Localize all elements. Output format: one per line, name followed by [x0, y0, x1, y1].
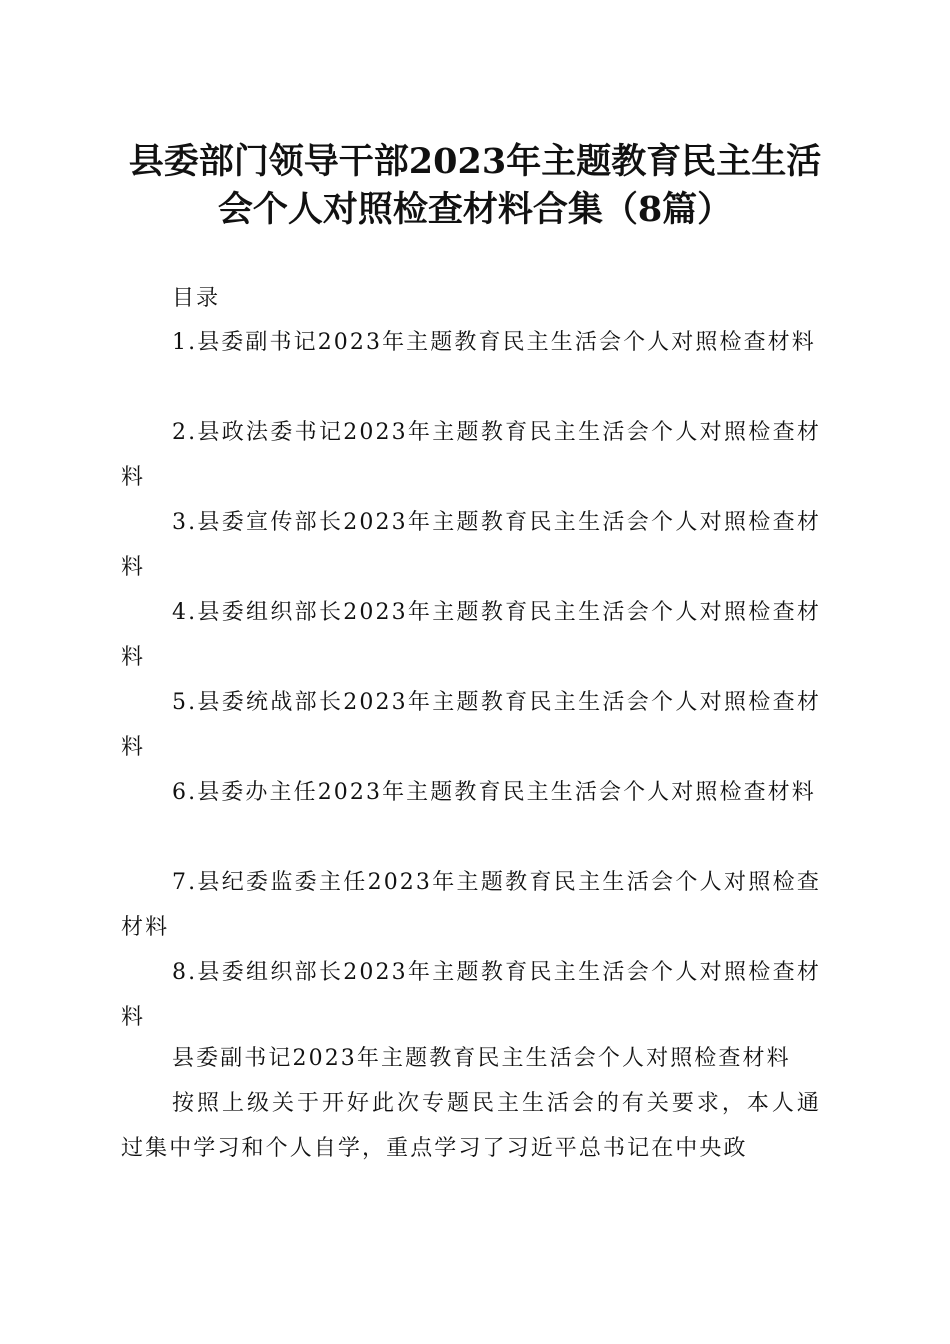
section-paragraph: 按照上级关于开好此次专题民主生活会的有关要求，本人通过集中学习和个人自学，重点学习了习近平总书记在中央政: [121, 1091, 821, 1161]
toc-item-6: 6.县委办主任2023年主题教育民主生活会个人对照检查材料: [172, 780, 816, 805]
toc-item-3: 3.县委宣传部长2023年主题教育民主生活会个人对照检查材料: [121, 510, 821, 580]
toc-item-1: 1.县委副书记2023年主题教育民主生活会个人对照检查材料: [172, 330, 816, 355]
toc-heading: 目录: [172, 286, 221, 311]
toc-item-8: 8.县委组织部长2023年主题教育民主生活会个人对照检查材料: [121, 960, 821, 1030]
table-of-contents: [121, 320, 821, 1040]
toc-item-5: 5.县委统战部长2023年主题教育民主生活会个人对照检查材料: [121, 690, 821, 760]
toc-item-7: 7.县纪委监委主任2023年主题教育民主生活会个人对照检查材料: [121, 870, 821, 940]
section-title: 县委副书记2023年主题教育民主生活会个人对照检查材料: [172, 1046, 791, 1071]
section-body: [121, 1036, 821, 1171]
document-title-line-1: 县委部门领导干部2023年主题教育民主生活: [128, 141, 822, 182]
document-title-line-2: 会个人对照检查材料合集（8篇）: [217, 189, 733, 230]
toc-item-2: 2.县政法委书记2023年主题教育民主生活会个人对照检查材料: [121, 420, 821, 490]
toc-heading-block: [121, 276, 821, 321]
toc-item-4: 4.县委组织部长2023年主题教育民主生活会个人对照检查材料: [121, 600, 821, 670]
